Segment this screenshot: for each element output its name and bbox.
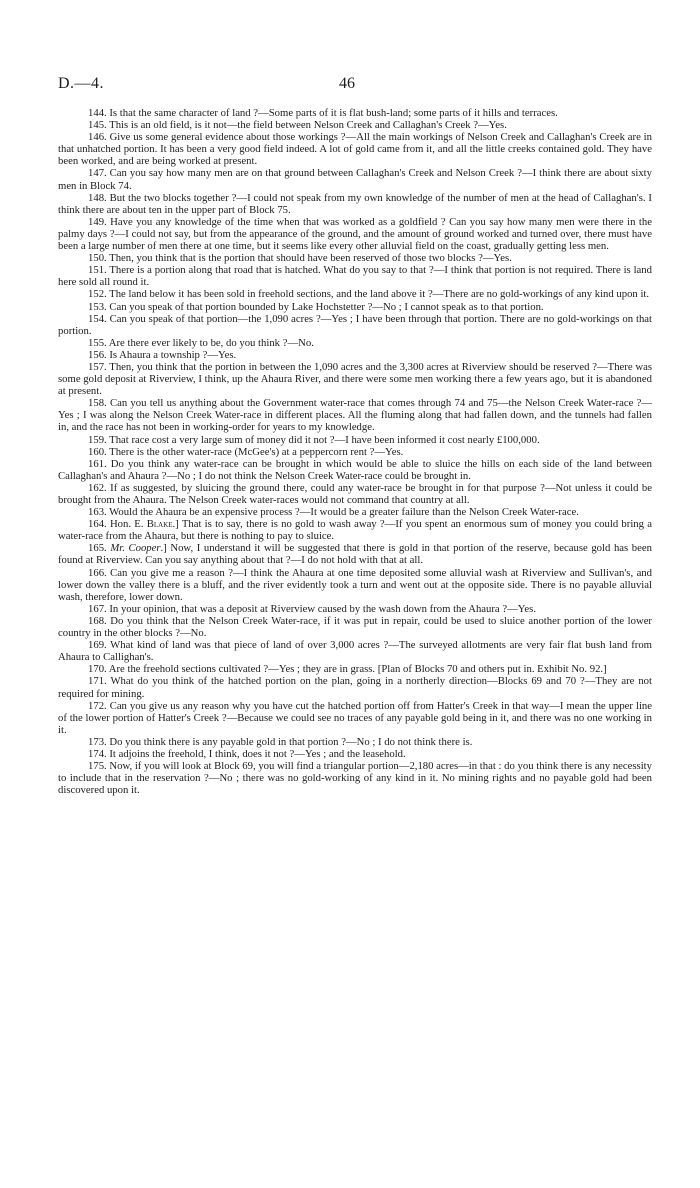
paragraph-156: 156. Is Ahaura a township ?—Yes.: [88, 348, 237, 361]
paragraph-173: 173. Do you think there is any payable gold in that portion ?—No ; I do not think there is.: [88, 735, 473, 748]
paragraph-149: 149. Have you any knowledge of the time when that was worked as a goldfield ? Can you say how many men were there in the palmy days ?—I could not say, but from the appearance of the ground, and the amount of ground worked and turned over, there must have been a large number of men there at one time, but it seems like every other alluvial field on the coast, gradually getting less men.: [58, 215, 652, 253]
speaker-name: Mr. Cooper: [110, 542, 161, 555]
document-reference: D.—4.: [58, 75, 105, 92]
paragraph-144: 144. Is that the same character of land ?—Some parts of it is flat bush-land; some parts of it hills and terraces.: [88, 107, 558, 119]
paragraph-154: 154. Can you speak of that portion—the 1,090 acres ?—Yes ; I have been through that portion. There are no gold-workings on that portion.: [58, 312, 652, 337]
paragraph-160: 160. There is the other water-race (McGee's) at a peppercorn rent ?—Yes.: [88, 445, 404, 458]
paragraph-150: 150. Then, you think that is the portion that should have been reserved of those two blocks ?—Yes.: [88, 252, 512, 265]
paragraph-165: [58, 542, 652, 566]
paragraph-151: 151. There is a portion along that road that is hatched. What do you say to that ?—I think that portion is not required. There is land here sold all round it.: [58, 264, 652, 289]
page-number: 46: [339, 75, 355, 92]
paragraph-146: 146. Give us some general evidence about those workings ?—All the main workings of Nelson Creek and Callaghan's Creek are in that unhatched portion. It has been a very good field indeed. A lot of gold came from it, and all the little creeks contained gold. They have been worked, and are being worked at present.: [58, 131, 652, 168]
paragraph-174: 174. It adjoins the freehold, I think, does it not ?—Yes ; and the leasehold.: [88, 747, 406, 760]
speaker-name: Blake: [146, 518, 173, 531]
paragraph-164-prefix: 164. Hon. E.: [88, 518, 147, 531]
paragraph-158: 158. Can you tell us anything about the Government water-race that comes through 74 and 75—the Nelson Creek Water-race ?—Yes ; I was along the Nelson Creek Water-race in different places. All the fluming along that had fallen down, and the tunnels had fallen in, and the race has not been in working-order for years to my knowledge.: [58, 397, 652, 434]
paragraph-155: 155. Are there ever likely to be, do you think ?—No.: [88, 336, 314, 349]
paragraph-162: 162. If as suggested, by sluicing the ground there, could any water-race be brought in for that purpose ?—Not unless it could be brought from the Ahaura. The Nelson Creek water-races would not command that country at all.: [58, 481, 652, 506]
paragraph-152: 152. The land below it has been sold in freehold sections, and the land above it ?—There are no gold-workings of any kind upon it.: [88, 288, 650, 301]
paragraph-145: 145. This is an old field, is it not—the field between Nelson Creek and Callaghan's Creek ?—Yes.: [88, 119, 507, 132]
paragraph-164: [58, 518, 652, 542]
paragraph-175: 175. Now, if you will look at Block 69, you will find a triangular portion—2,180 acres—in that : do you think there is any necessity to include that in the reservation ?—No ; there was no gold-working of any kind in it. No mining rights and no payable gold had been discovered upon it.: [58, 760, 652, 797]
paragraph-165-prefix: 165.: [88, 542, 111, 555]
paragraph-170: 170. Are the freehold sections cultivated ?—Yes ; they are in grass. [Plan of Blocks 70 and others put in. Exhibit No. 92.]: [88, 663, 607, 676]
paragraph-167: 167. In your opinion, that was a deposit at Riverview caused by the wash down from the Ahaura ?—Yes.: [88, 602, 536, 615]
paragraph-165-text: .] Now, I understand it will be suggested that there is gold in that portion of the reserve, because gold has been found at Riverview. Can you say anything about that ?—I do not hold with that at all.: [58, 542, 652, 567]
paragraph-172: 172. Can you give us any reason why you have cut the hatched portion off from Hatter's Creek in that way—I mean the upper line of the lower portion of Hatter's Creek ?—Because we could see no traces of any payable gold being in it, and there was no one working in it.: [58, 699, 652, 736]
paragraph-147: 147. Can you say how many men are on that ground between Callaghan's Creek and Nelson Creek ?—I think there are about sixty men in Block 74.: [58, 167, 652, 192]
paragraph-168: 168. Do you think that the Nelson Creek Water-race, if it was put in repair, could be used to sluice another portion of the lower country in the other blocks ?—No.: [58, 614, 652, 640]
paragraph-164-text: .] That is to say, there is no gold to wash away ?—If you spent an enormous sum of money you could bring a water-race from the Ahaura, but there is nothing to pay to sluice.: [58, 518, 652, 543]
paragraph-153: 153. Can you speak of that portion bounded by Lake Hochstetter ?—No ; I cannot speak as to that portion.: [88, 300, 544, 313]
document-body: [58, 107, 652, 796]
paragraph-166: 166. Can you give me a reason ?—I think the Ahaura at one time deposited some alluvial wash at Riverview and Sullivan's, and lower down the valley there is a bluff, and the river evidently took a turn and went out at the opposite side. There is no payable alluvial wash, therefore, lower down.: [58, 566, 652, 603]
paragraph-171: 171. What do you think of the hatched portion on the plan, going in a northerly direction—Blocks 69 and 70 ?—They are not required for mining.: [58, 675, 652, 700]
paragraph-169: 169. What kind of land was that piece of land of over 3,000 acres ?—The surveyed allotments are very fair flat bush land from Ahaura to Callighan's.: [58, 639, 652, 664]
paragraph-157: 157. Then, you think that the portion in between the 1,090 acres and the 3,300 acres at Riverview should be reserved ?—There was some gold deposit at Riverview, I think, up the Ahaura River, and there were some men working there a few years ago, but it is abandoned at present.: [58, 360, 652, 398]
paragraph-161: 161. Do you think any water-race can be brought in which would be able to sluice the hills on each side of the land between Callaghan's and Ahaura ?—No ; I do not think the Nelson Creek Water-race could be brought in.: [58, 457, 652, 482]
paragraph-148: 148. But the two blocks together ?—I could not speak from my own knowledge of the number of men at the head of Callaghan's. I think there are about ten in the upper part of Block 75.: [58, 191, 652, 216]
paragraph-159: 159. That race cost a very large sum of money did it not ?—I have been informed it cost nearly £100,000.: [88, 433, 540, 446]
paragraph-163: 163. Would the Ahaura be an expensive process ?—It would be a greater failure than the Nelson Creek Water-race.: [88, 506, 579, 519]
